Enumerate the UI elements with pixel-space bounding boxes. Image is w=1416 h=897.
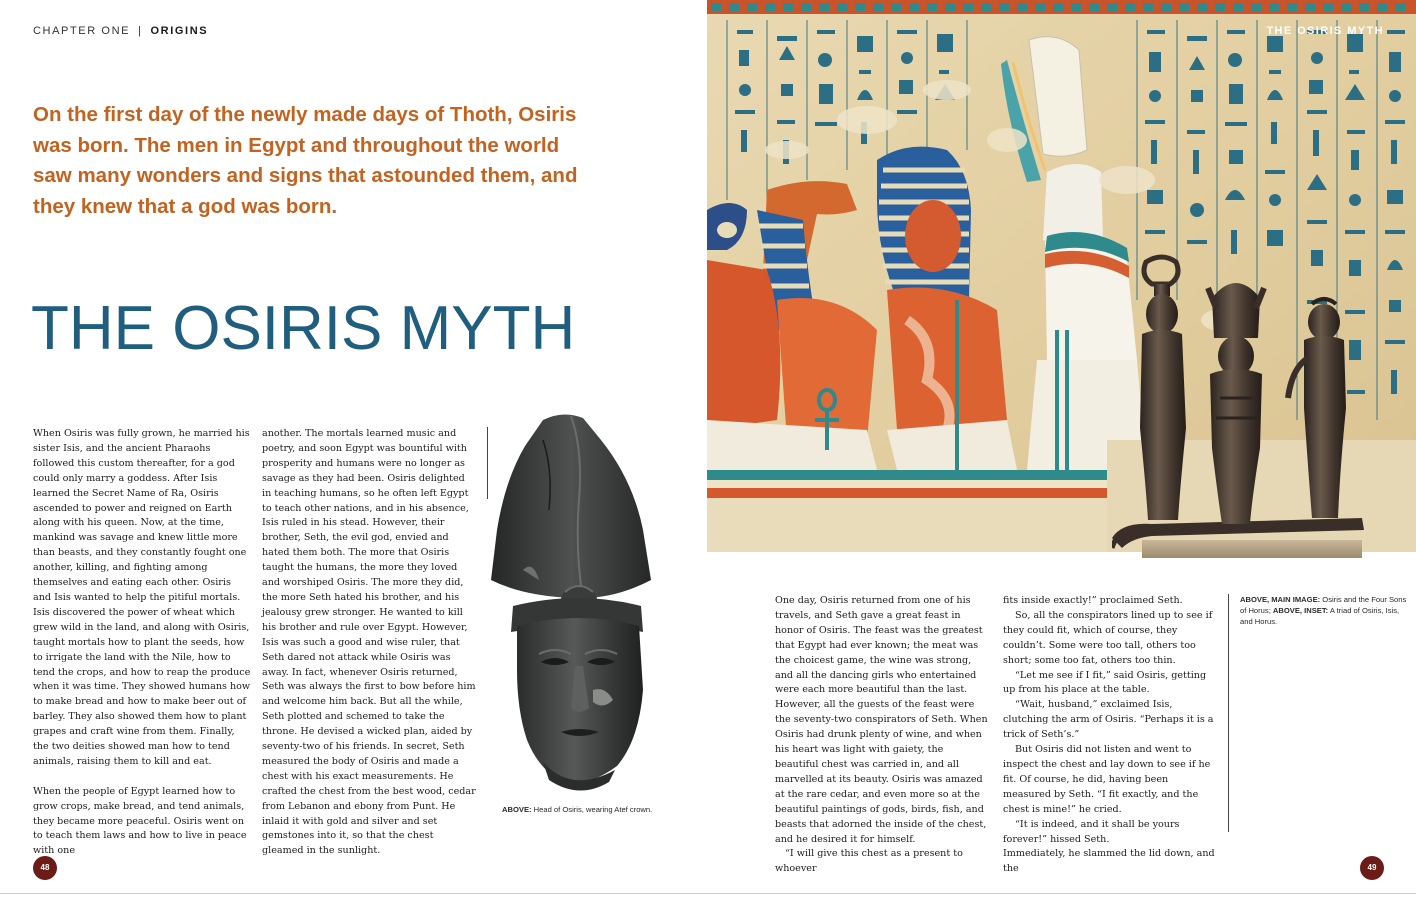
running-head-separator: | bbox=[138, 25, 143, 37]
paragraph: “I will give this chest as a present to whoever bbox=[775, 848, 963, 875]
caption-label: ABOVE, MAIN IMAGE: bbox=[1240, 595, 1321, 604]
running-head-right: THE OSIRIS MYTH bbox=[1266, 25, 1384, 37]
paragraph: fits inside exactly!” proclaimed Seth. bbox=[1003, 595, 1183, 606]
osiris-isis-horus-triad-image bbox=[1112, 248, 1370, 570]
body-column-3 bbox=[775, 594, 989, 877]
paragraph: When the people of Egypt learned how to grow crops, make bread, and tend animals, they became more peaceful. Osiris went on to teach them laws and how to live in peace with one bbox=[33, 785, 247, 857]
page-bottom-rule bbox=[0, 893, 1416, 894]
paragraph: So, all the conspirators lined up to see if they could fit, which of course, they couldn’t. Some were too tall, others too short; some too fat, others too thin. bbox=[1003, 609, 1213, 666]
chapter-label: CHAPTER ONE bbox=[33, 25, 131, 37]
page-number-left: 48 bbox=[33, 856, 57, 880]
paragraph: But Osiris did not listen and went to inspect the chest and lay down to see if he fit. Of course, he did, having been measured by Seth. “I fit exactly, and the chest is mine!” he cried. bbox=[1003, 744, 1211, 815]
paragraph: When Osiris was fully grown, he married his sister Isis, and the ancient Pharaohs followed this custom thereafter, for a god could only marry a goddess. After Isis learned the Secret Name of Ra, Osiris ascended to power and reigned on Earth along with his queen. Now, at the time, mankind was savage and knew little more than beasts, and they constantly fought one another, killing, and fighting among themselves and eating each other. Osiris and Isis wanted to help the pitiful mortals. Isis discovered the power of wheat which grew wild in the land, and along with Osiris, taught mortals how to plant the seeds, how to irrigate the land with the Nile, how to tend the crops, and how to reap the produce when it was time. They showed humans how to make bread and how to make beer out of barley. They also showed them how to plant grapes and craft wine from them. Finally, the two deities showed man how to tend animals, raising them to kill and eat. bbox=[33, 428, 251, 767]
caption-label: ABOVE, INSET: bbox=[1272, 606, 1329, 615]
main-image-caption bbox=[1240, 594, 1410, 627]
caption-text: A triad of Osiris, Isis, and Horus. bbox=[1240, 606, 1400, 626]
caption-text: Osiris and the Four Sons of Horus; bbox=[1240, 595, 1407, 615]
standfirst: On the first day of the newly made days of Thoth, Osiris was born. The men in Egypt and throughout the world saw many wonders and signs that astounded them, and they knew that a god was born. bbox=[33, 103, 578, 218]
running-head bbox=[33, 25, 208, 37]
paragraph: “Let me see if I fit,” said Osiris, getting up from his place at the table. bbox=[1003, 669, 1207, 696]
paragraph: One day, Osiris returned from one of his travels, and Seth gave a great feast in honor of Osiris. The feast was the greatest that Egypt had ever known; the meat was the choicest game, the wine was strong, and all the dancing girls who entertained were each more beautiful than the last. However, all the guests of the feast were the seventy-two conspirators of Seth. When Osiris had drunk plenty of wine, and when his heart was light with gaiety, the beautiful chest was carried in, and all marvelled at its beauty. Osiris was amazed at the rare cedar, and even more so at the beautiful paintings of gods, birds, fish, and beasts that adorned the inside of the chest, and he desired it for himself. bbox=[775, 595, 988, 845]
paragraph: “Wait, husband,” exclaimed Isis, clutching the arm of Osiris. “Perhaps it is a trick of Seth’s.” bbox=[1003, 699, 1214, 741]
section-label: ORIGINS bbox=[150, 25, 209, 37]
statue-caption bbox=[502, 804, 722, 815]
page-number-right: 49 bbox=[1360, 856, 1384, 880]
page-title: THE OSIRIS MYTH bbox=[31, 294, 576, 363]
column-rule bbox=[1228, 594, 1229, 832]
caption-text: Head of Osiris, wearing Atef crown. bbox=[531, 805, 653, 814]
body-column-4 bbox=[1003, 594, 1217, 877]
caption-label: ABOVE: bbox=[502, 805, 532, 814]
paragraph: another. The mortals learned music and poetry, and soon Egypt was bountiful with prosperity and humans were no longer as savage as they had been. Osiris delighted in teaching humans, so he often left Egypt to teach other nations, and in his absence, Isis ruled in his stead. However, their brother, Seth, the evil god, envied and hated them both. The more that Osiris taught the humans, the more they loved and worshiped Osiris. The more they did, the more Seth hated his brother, and his jealousy grew stronger. He wanted to kill his brother and rule over Egypt. However, Isis was such a good and wise ruler, that Seth dared not attack while Osiris was away. In fact, whenever Osiris returned, Seth was always the first to bow before him and welcome him back. But all the while, Seth plotted and schemed to take the throne. He devised a wicked plan, aided by seventy-two of his friends. In secret, Seth measured the body of Osiris and made a chest with his exact measurements. He crafted the chest from the best wood, cedar from Lebanon and ebony from Punt. He inlaid it with gold and silver and set gemstones into it, so that the chest gleamed in the sunlight. bbox=[262, 428, 476, 857]
paragraph: “It is indeed, and it shall be yours forever!” hissed Seth. bbox=[1003, 818, 1180, 845]
body-column-1 bbox=[33, 427, 251, 859]
paragraph: Immediately, he slammed the lid down, and the bbox=[1003, 848, 1215, 875]
osiris-head-statue-image bbox=[483, 410, 655, 795]
body-column-2 bbox=[262, 427, 476, 859]
